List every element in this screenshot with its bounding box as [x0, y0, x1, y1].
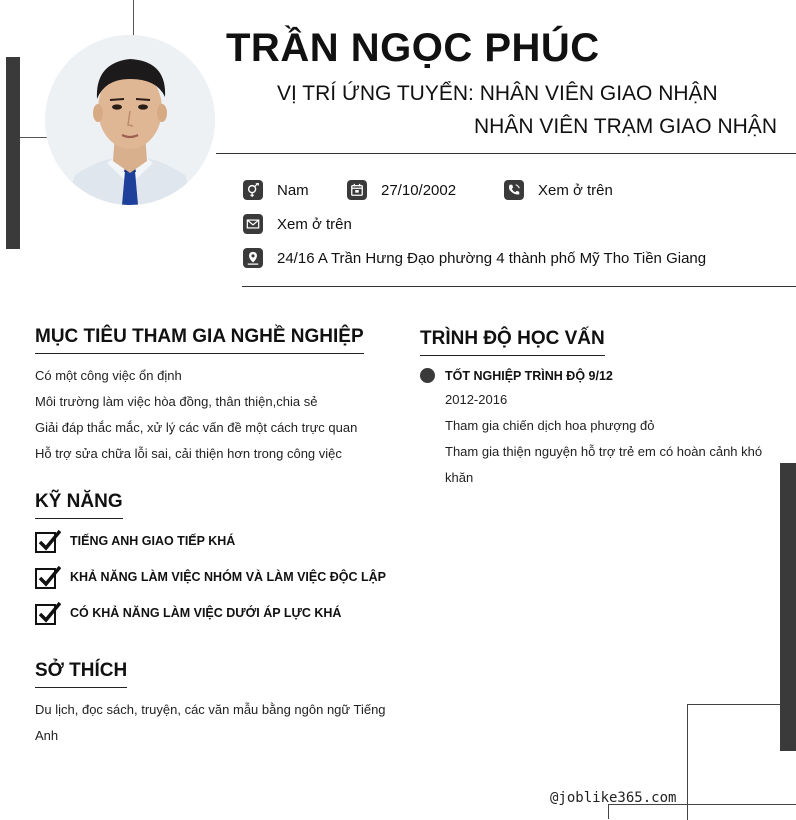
objective-line: Giải đáp thắc mắc, xử lý các vấn đề một cách trực quan [35, 420, 358, 435]
left-accent-bar [6, 57, 20, 249]
skill-item [35, 601, 341, 625]
checkbox-icon [35, 529, 61, 553]
position-line-2: NHÂN VIÊN TRẠM GIAO NHẬN [474, 115, 777, 138]
objective-line: Hỗ trợ sửa chữa lỗi sai, cải thiện hơn trong công việc [35, 446, 342, 461]
objective-list [35, 363, 395, 467]
education-details [445, 387, 775, 491]
map-pin-icon [243, 248, 263, 268]
email-info [243, 214, 352, 234]
watermark: @joblike365.com [550, 790, 677, 806]
education-degree: TỐT NGHIỆP TRÌNH ĐỘ 9/12 [445, 369, 613, 383]
candidate-name: TRẦN NGỌC PHÚC [226, 26, 600, 70]
education-detail: Tham gia chiến dịch hoa phượng đỏ [445, 418, 655, 433]
top-divider-line [133, 0, 134, 40]
mail-icon [243, 214, 263, 234]
avatar [45, 35, 215, 205]
timeline-dot [420, 368, 435, 383]
address-value: 24/16 A Trần Hưng Đạo phường 4 thành phố Mỹ Tho Tiền Giang [277, 249, 707, 267]
skill-label: CÓ KHẢ NĂNG LÀM VIỆC DƯỚI ÁP LỰC KHÁ [70, 606, 342, 620]
phone-icon [504, 180, 524, 200]
skills-title: KỸ NĂNG [35, 491, 123, 519]
education-years: 2012-2016 [445, 392, 508, 407]
email-value: Xem ở trên [277, 215, 352, 233]
corner-frame [687, 704, 780, 820]
info-divider [242, 286, 796, 287]
gender-info [243, 180, 309, 200]
address-info [243, 248, 706, 268]
skill-item [35, 529, 235, 553]
objective-line: Có một công việc ổn định [35, 368, 182, 383]
hobbies-text: Du lịch, đọc sách, truyện, các văn mẫu bằng ngôn ngữ Tiếng Anh [35, 702, 386, 743]
education-detail: Tham gia thiện nguyện hỗ trợ trẻ em có hoàn cảnh khó khăn [445, 444, 763, 485]
phone-value: Xem ở trên [538, 181, 613, 199]
birthday-info [347, 180, 456, 200]
gender-value: Nam [277, 181, 309, 199]
hobbies-title: SỞ THÍCH [35, 660, 127, 688]
skill-label: KHẢ NĂNG LÀM VIỆC NHÓM VÀ LÀM VIỆC ĐỘC LẬP [70, 570, 386, 584]
skill-label: TIẾNG ANH GIAO TIẾP KHÁ [70, 534, 236, 548]
gender-icon [243, 180, 263, 200]
position-line-1: VỊ TRÍ ỨNG TUYỂN: NHÂN VIÊN GIAO NHẬN [277, 82, 718, 105]
left-divider-line [20, 137, 50, 138]
checkbox-icon [35, 601, 61, 625]
objective-title: MỤC TIÊU THAM GIA NGHỀ NGHIỆP [35, 326, 364, 354]
header-divider [216, 153, 796, 154]
education-title: TRÌNH ĐỘ HỌC VẤN [420, 328, 605, 356]
skill-item [35, 565, 386, 589]
birthday-value: 27/10/2002 [381, 181, 457, 199]
phone-info [504, 180, 613, 200]
bottom-divider-tick [608, 804, 609, 819]
calendar-icon [347, 180, 367, 200]
objective-line: Môi trường làm việc hòa đồng, thân thiện,chia sẻ [35, 394, 318, 409]
checkbox-icon [35, 565, 61, 589]
right-accent-bar [780, 463, 796, 751]
